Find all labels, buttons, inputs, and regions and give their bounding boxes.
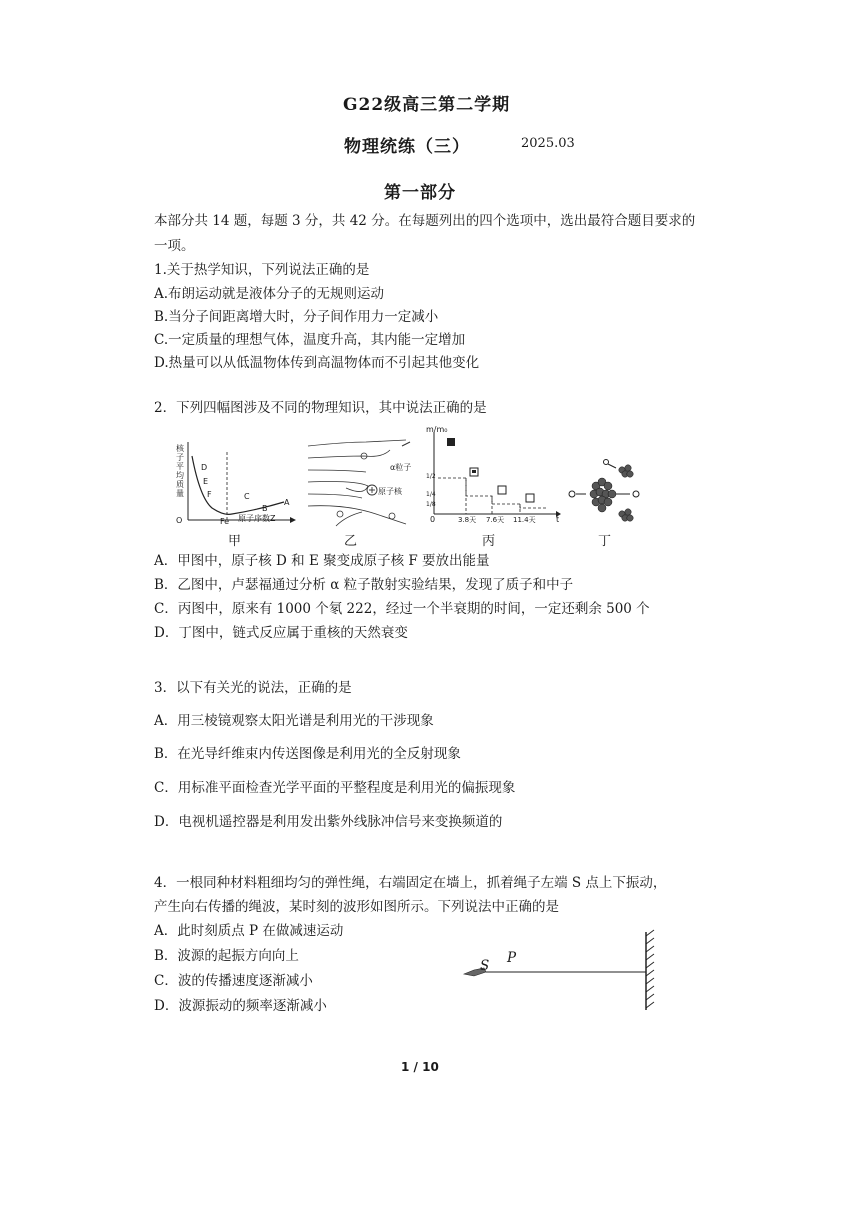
- q1-option-c: C.一定质量的理想气体，温度升高，其内能一定增加: [154, 332, 466, 348]
- fig-ding-chain-reaction: [566, 456, 642, 528]
- q1-option-a: A.布朗运动就是液体分子的无规则运动: [154, 286, 385, 302]
- page-number: 1 / 10: [401, 1060, 439, 1074]
- q3-option-c: C．用标准平面检查光学平面的平整程度是利用光的偏振现象: [154, 780, 516, 796]
- fig-jia-point-d: D: [201, 463, 208, 472]
- q4-option-a: A．此时刻质点 P 在做减速运动: [154, 923, 344, 939]
- fig-jia-point-f: F: [207, 490, 212, 499]
- fig-bing-decay-chart: [424, 428, 562, 526]
- fig-jia-ylabel-char: 子: [176, 453, 184, 462]
- fig-jia-point-a: A: [284, 498, 290, 507]
- exam-subtitle: 物理统练（三）: [344, 137, 470, 157]
- q1-option-b: B.当分子间距离增大时，分子间作用力一定减小: [154, 309, 439, 325]
- fig-bing-xtick-2: 7.6天: [486, 516, 505, 524]
- q2-option-a: A．甲图中，原子核 D 和 E 聚变成原子核 F 要放出能量: [154, 553, 490, 569]
- fig-bing-sample-full: [447, 438, 455, 446]
- fig-yi-alpha-scattering: [306, 436, 414, 528]
- q4-label-p: P: [507, 950, 517, 966]
- fig-jia-ylabel-char: 质: [176, 480, 184, 489]
- q2-option-c: C．丙图中，原来有 1000 个氡 222，经过一个半衰期的时间，一定还剩余 500 个: [154, 601, 650, 617]
- q4-label-s: S: [480, 958, 490, 974]
- fig-yi-alpha-label: α粒子: [390, 463, 412, 472]
- q4-rope-wave-figure: [460, 928, 660, 1014]
- q3-option-b: B．在光导纤维束内传送图像是利用光的全反射现象: [154, 746, 461, 762]
- fig-bing-xtick-3: 11.4天: [513, 516, 536, 524]
- q4-stem-line-1: 4．一根同种材料粗细均匀的弹性绳，右端固定在墙上，抓着绳子左端 S 点上下振动，: [154, 875, 667, 891]
- fig-bing-ytick-eighth: 1/8: [426, 501, 436, 508]
- fig-bing-xaxis-label: t: [556, 515, 560, 524]
- q3-option-a: A．用三棱镜观察太阳光谱是利用光的干涉现象: [154, 713, 434, 729]
- fig-jia-ylabel: [176, 444, 186, 498]
- exam-date: 2025.03: [521, 136, 575, 151]
- fig-jia-point-b: B: [262, 504, 268, 513]
- fig-label-ding: 丁: [598, 534, 612, 549]
- q4-option-b: B．波源的起振方向向上: [154, 948, 299, 964]
- section-title: 第一部分: [384, 183, 456, 203]
- fig-bing-ytick-quarter: 1/4: [426, 491, 436, 498]
- q4-option-d: D．波源振动的频率逐渐减小: [154, 998, 327, 1014]
- instructions-line-1: 本部分共 14 题，每题 3 分，共 42 分。在每题列出的四个选项中，选出最符合题目要求的: [154, 213, 696, 229]
- fig-jia-point-c: C: [244, 492, 250, 501]
- q3-stem: 3．以下有关光的说法，正确的是: [154, 680, 352, 696]
- fig-bing-origin: 0: [430, 515, 436, 524]
- instructions-line-2: 一项。: [154, 238, 195, 254]
- q1-option-d: D.热量可以从低温物体传到高温物体而不引起其他变化: [154, 355, 480, 371]
- fig-jia-point-e: E: [203, 477, 209, 486]
- q4-stem-line-2: 产生向右传播的绳波，某时刻的波形如图所示。下列说法中正确的是: [154, 899, 559, 915]
- q2-stem: 2．下列四幅图涉及不同的物理知识，其中说法正确的是: [154, 400, 487, 416]
- fig-label-yi: 乙: [344, 534, 358, 549]
- q2-option-d: D．丁图中，链式反应属于重核的天然衰变: [154, 625, 408, 641]
- fig-jia-xlabel: 原子序数Z: [238, 514, 276, 523]
- exam-title: G22级高三第二学期: [343, 95, 511, 115]
- fig-jia-fe-label: Fe: [220, 517, 230, 526]
- fig-yi-nucleus-label: 原子核: [378, 487, 402, 496]
- fig-jia-nucleon-mass-curve: [172, 438, 297, 528]
- fig-label-bing: 丙: [482, 534, 496, 549]
- q3-option-d: D．电视机遥控器是利用发出紫外线脉冲信号来变换频道的: [154, 814, 503, 830]
- fig-bing-sample-eighth: [526, 494, 534, 502]
- q1-stem: 1.关于热学知识，下列说法正确的是: [154, 262, 370, 278]
- fig-jia-origin: O: [176, 516, 183, 525]
- fig-bing-ylabel: m/m₀: [426, 425, 448, 434]
- fig-bing-sample-quarter: [498, 486, 506, 494]
- fig-jia-ylabel-char: 核: [176, 444, 184, 453]
- fig-jia-ylabel-char: 均: [176, 471, 184, 480]
- fig-jia-ylabel-char: 平: [176, 462, 184, 471]
- fig-bing-ytick-half: 1/2: [426, 473, 436, 480]
- fig-jia-ylabel-char: 量: [176, 489, 184, 498]
- q2-option-b: B．乙图中，卢瑟福通过分析 α 粒子散射实验结果，发现了质子和中子: [154, 577, 574, 593]
- q4-option-c: C．波的传播速度逐渐减小: [154, 973, 313, 989]
- fig-label-jia: 甲: [228, 534, 242, 549]
- fig-bing-xtick-1: 3.8天: [458, 516, 477, 524]
